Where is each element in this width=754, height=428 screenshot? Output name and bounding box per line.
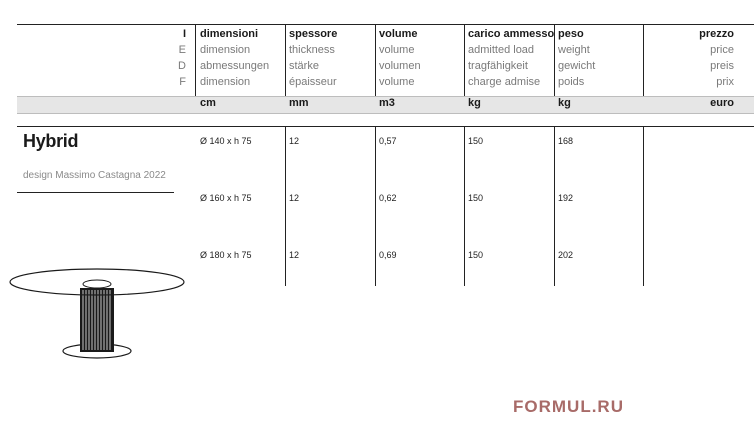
col-header-load-fr: charge admise	[468, 76, 541, 88]
lang-code-de: D	[178, 60, 186, 72]
watermark-text: FORMUL.RU	[513, 397, 624, 416]
col-header-dimension-en: dimension	[200, 44, 251, 56]
data-divider	[464, 126, 465, 286]
row-3-dimension: Ø 180 x h 75	[200, 250, 252, 260]
lang-code-fr: F	[179, 76, 186, 88]
col-header-price-de: preis	[710, 60, 734, 72]
header-divider	[464, 24, 465, 96]
col-header-thickness-de: stärke	[289, 60, 319, 72]
unit-price: euro	[710, 97, 734, 109]
col-header-thickness-fr: épaisseur	[289, 76, 337, 88]
table-illustration	[8, 262, 188, 362]
unit-dimension: cm	[200, 97, 216, 109]
unit-volume: m3	[379, 97, 395, 109]
header-divider	[643, 24, 644, 96]
header-divider	[375, 24, 376, 96]
col-header-dimension: dimensioni	[200, 28, 259, 40]
row-3-volume: 0,69	[379, 250, 397, 260]
data-divider	[285, 126, 286, 286]
row-2-dimension: Ø 160 x h 75	[200, 193, 252, 203]
header-divider	[285, 24, 286, 96]
col-header-volume-en: volume	[379, 44, 415, 56]
col-header-weight-de: gewicht	[558, 60, 596, 72]
row-1-thickness: 12	[289, 136, 300, 146]
col-header-load: carico ammesso	[468, 28, 555, 40]
col-header-load-en: admitted load	[468, 44, 535, 56]
col-header-price: prezzo	[699, 28, 734, 40]
row-2-thickness: 12	[289, 193, 300, 203]
row-2-volume: 0,62	[379, 193, 397, 203]
lang-code-it: I	[182, 28, 186, 40]
row-2-load: 150	[468, 193, 484, 203]
column-cap	[83, 280, 111, 288]
header-divider	[195, 24, 196, 96]
col-header-weight-fr: poids	[558, 76, 585, 88]
row-1-weight: 168	[558, 136, 574, 146]
row-3-weight: 202	[558, 250, 574, 260]
product-designer: design Massimo Castagna 2022	[23, 170, 166, 181]
product-underline	[17, 192, 174, 193]
row-1-dimension: Ø 140 x h 75	[200, 136, 252, 146]
col-header-thickness: spessore	[289, 28, 338, 40]
table-column	[80, 288, 114, 352]
row-3-thickness: 12	[289, 250, 300, 260]
col-header-volume-fr: volume	[379, 76, 415, 88]
product-name: Hybrid	[23, 131, 79, 151]
row-1-load: 150	[468, 136, 484, 146]
col-header-price-en: price	[710, 44, 734, 56]
col-header-volume: volume	[379, 28, 418, 40]
data-divider	[643, 126, 644, 286]
data-divider	[554, 126, 555, 286]
row-2-weight: 192	[558, 193, 574, 203]
col-header-weight: peso	[558, 28, 584, 40]
col-header-thickness-en: thickness	[289, 44, 335, 56]
col-header-load-de: tragfähigkeit	[468, 60, 528, 72]
col-header-dimension-fr: dimension	[200, 76, 251, 88]
col-header-volume-de: volumen	[379, 60, 421, 72]
unit-weight: kg	[558, 97, 571, 109]
unit-load: kg	[468, 97, 481, 109]
col-header-price-fr: prix	[716, 76, 734, 88]
lang-code-en: E	[178, 44, 186, 56]
data-divider	[375, 126, 376, 286]
col-header-weight-en: weight	[558, 44, 590, 56]
row-1-volume: 0,57	[379, 136, 397, 146]
row-3-load: 150	[468, 250, 484, 260]
unit-thickness: mm	[289, 97, 309, 109]
col-header-dimension-de: abmessungen	[200, 60, 270, 72]
